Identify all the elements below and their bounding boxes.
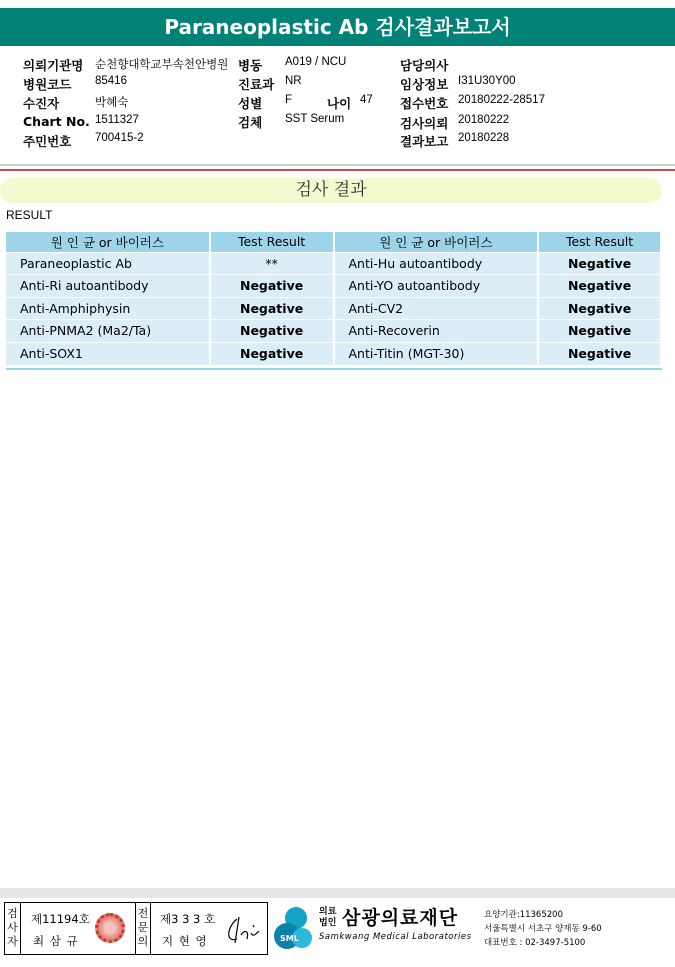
patient-info <box>0 52 675 162</box>
age-value: 47 <box>360 94 373 106</box>
test-result: ** <box>210 252 334 275</box>
specialist-no: 제3 3 3 호 <box>160 912 216 926</box>
signature-icon <box>223 913 263 947</box>
sex-label: 성별 <box>238 96 263 111</box>
code-label: 병원코드 <box>23 77 72 92</box>
specialist-name: 지 현 영 <box>162 934 208 948</box>
request-value: 20180222 <box>458 114 510 126</box>
examiner-seal-icon <box>95 913 125 943</box>
result-label: RESULT <box>6 208 53 222</box>
org-phone: 대표번호 : 02-3497-5100 <box>484 938 586 948</box>
test-name: Anti-Titin (MGT-30) <box>334 342 539 365</box>
test-name: Anti-SOX1 <box>6 342 210 365</box>
test-result: Negative <box>538 342 661 365</box>
header-pathogen: 원 인 균 or 바이러스 <box>334 232 539 252</box>
org-name: 삼광의료재단 <box>342 907 459 929</box>
header-result: Test Result <box>538 232 661 252</box>
report-label: 결과보고 <box>400 134 449 149</box>
table-bottom-rule <box>6 368 662 370</box>
header-pathogen: 원 인 균 or 바이러스 <box>6 232 210 252</box>
code-value: 85416 <box>95 75 127 87</box>
test-result: Negative <box>538 275 661 298</box>
sml-logo-icon <box>272 904 316 952</box>
test-result: Negative <box>210 320 334 343</box>
test-result: Negative <box>538 320 661 343</box>
signature-box <box>4 902 268 955</box>
org-code: 요양기관:11365200 <box>484 910 563 920</box>
receipt-label: 접수번호 <box>400 96 449 111</box>
doctor-label: 담당의사 <box>400 58 449 73</box>
ward-value: A019 / NCU <box>285 56 347 68</box>
chart-label: Chart No. <box>23 114 90 129</box>
dept-label: 진료과 <box>238 77 275 92</box>
sex-value: F <box>285 94 293 106</box>
test-name: Anti-YO autoantibody <box>334 275 539 298</box>
examiner-name: 최 삼 규 <box>33 934 79 948</box>
report-title: Paraneoplastic Ab 검사결과보고서 <box>0 8 675 46</box>
table-header-row <box>6 232 661 252</box>
patient-value: 박혜숙 <box>95 97 129 109</box>
table-row <box>6 252 661 275</box>
hospital-value: 순천향대학교부속천안병원 <box>95 59 229 71</box>
receipt-value: 20180222-28517 <box>458 94 545 106</box>
result-table <box>6 232 662 365</box>
footer-band <box>0 888 675 898</box>
table-row <box>6 275 661 298</box>
id-value: 700415-2 <box>95 132 144 144</box>
report-value: 20180228 <box>458 132 510 144</box>
table-row <box>6 342 661 365</box>
examiner-label: 검사자 <box>5 903 21 954</box>
table-row <box>6 297 661 320</box>
id-label: 주민번호 <box>23 134 72 149</box>
hospital-label: 의뢰기관명 <box>23 58 84 73</box>
specialist-label: 전문의 <box>135 903 151 954</box>
section-title: 검사 결과 <box>0 178 662 203</box>
header-result: Test Result <box>210 232 334 252</box>
examiner-no: 제11194호 <box>31 912 90 926</box>
clinical-value: I31U30Y00 <box>458 75 516 87</box>
test-result: Negative <box>538 297 661 320</box>
org-tag-2: 법인 <box>319 918 337 928</box>
test-name: Anti-CV2 <box>334 297 539 320</box>
patient-label: 수진자 <box>23 96 60 111</box>
org-address: 서울특별시 서초구 양재동 9-60 <box>484 924 602 934</box>
divider <box>0 164 675 166</box>
test-name: Anti-Ri autoantibody <box>6 275 210 298</box>
logo-text: SML <box>280 934 299 943</box>
test-name: Anti-Amphiphysin <box>6 297 210 320</box>
test-name: Anti-Recoverin <box>334 320 539 343</box>
clinical-label: 임상정보 <box>400 77 449 92</box>
request-label: 검사의뢰 <box>400 116 449 131</box>
specimen-label: 검체 <box>238 115 263 130</box>
ward-label: 병동 <box>238 58 263 73</box>
chart-value: 1511327 <box>95 114 139 126</box>
divider-accent <box>0 169 675 171</box>
age-label: 나이 <box>327 96 352 111</box>
test-name: Paraneoplastic Ab <box>6 252 210 275</box>
org-tag <box>319 907 336 929</box>
organization-block <box>272 902 672 955</box>
test-result: Negative <box>210 297 334 320</box>
test-result: Negative <box>210 275 334 298</box>
test-name: Anti-PNMA2 (Ma2/Ta) <box>6 320 210 343</box>
org-tag-1: 의료 <box>319 907 337 917</box>
test-result: Negative <box>538 252 661 275</box>
dept-value: NR <box>285 75 302 87</box>
test-result: Negative <box>210 342 334 365</box>
org-english-name: Samkwang Medical Laboratories <box>319 932 472 942</box>
table-row <box>6 320 661 343</box>
test-name: Anti-Hu autoantibody <box>334 252 539 275</box>
specimen-value: SST Serum <box>285 113 345 125</box>
